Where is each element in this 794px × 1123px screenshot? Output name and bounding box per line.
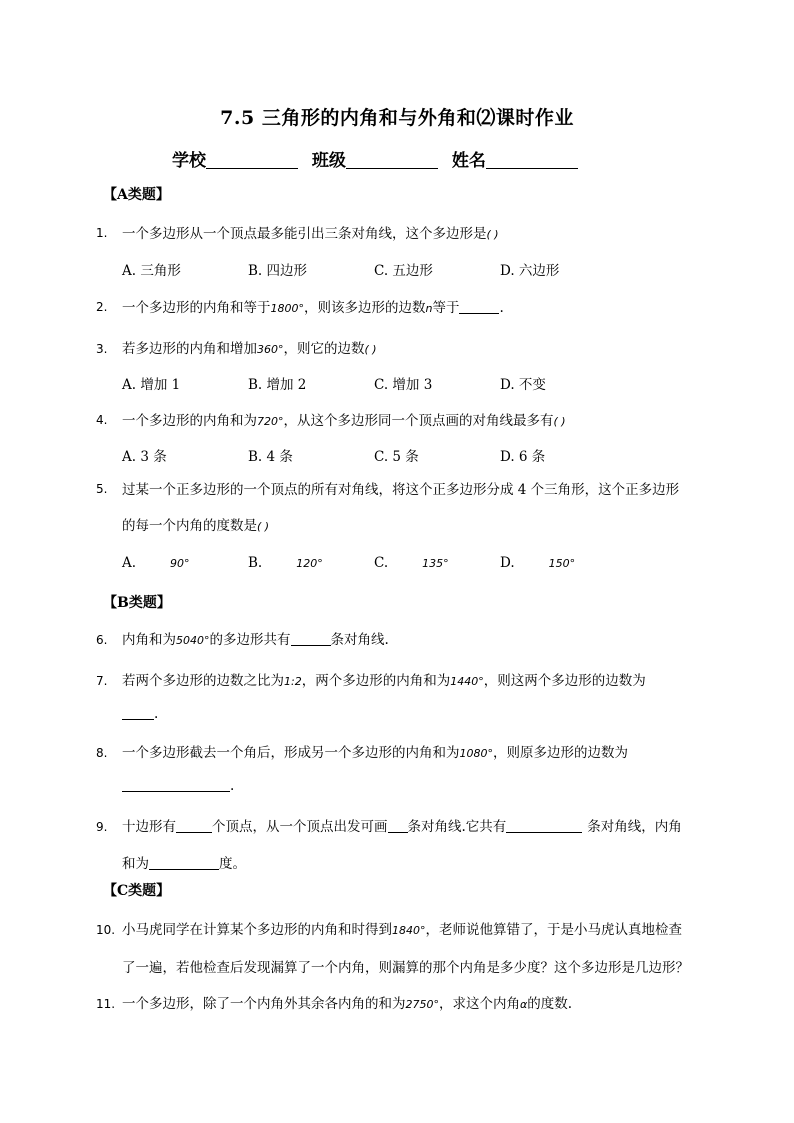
school-label: 学校 <box>172 151 206 171</box>
section-a-heading: 【A类题】 <box>103 187 170 203</box>
q3-option-b[interactable]: B. 增加 2 <box>248 377 307 393</box>
q4-angle: 720° <box>257 415 284 428</box>
q1-option-d[interactable]: D. 六边形 <box>500 263 560 279</box>
q5-option-letter: D. <box>500 555 515 571</box>
q2-part3: 等于 <box>432 300 460 316</box>
q3-part1: 若多边形的内角和增加 <box>122 341 257 357</box>
q1-option-b[interactable]: B. 四边形 <box>248 263 308 279</box>
q5-option-a[interactable] <box>122 555 190 571</box>
q5-option-b[interactable] <box>248 555 323 571</box>
q5-option-letter: B. <box>248 555 263 571</box>
question-number: 9. <box>96 820 108 834</box>
q5-option-value: 135° <box>422 557 449 570</box>
q11-angle: 2750° <box>405 998 439 1011</box>
q7-answer-blank[interactable] <box>122 707 154 720</box>
q6-answer-blank[interactable] <box>291 633 331 646</box>
q10-part1: 小马虎同学在计算某个多边形的内角和时得到 <box>122 922 392 938</box>
q8-part2: ，则原多边形的边数为 <box>493 745 628 761</box>
q3-angle: 360° <box>257 343 284 356</box>
question-number: 8. <box>96 746 108 760</box>
class-blank[interactable] <box>346 150 438 169</box>
q1-option-a[interactable]: A. 三角形 <box>122 263 181 279</box>
question-number: 1. <box>96 226 108 240</box>
q1-stem: 一个多边形从一个顶点最多能引出三条对角线，这个多边形是 <box>122 226 487 242</box>
q6-end: . <box>384 632 389 648</box>
question-number: 10. <box>96 923 116 937</box>
question-2-text <box>122 296 504 316</box>
question-1-text <box>122 222 499 242</box>
name-blank[interactable] <box>486 150 578 169</box>
q5-option-d[interactable] <box>500 555 575 571</box>
q3-option-d[interactable]: D. 不变 <box>500 377 546 393</box>
question-7-line-2 <box>122 706 158 722</box>
q7-part2: ，两个多边形的内角和为 <box>301 673 451 689</box>
q11-part1: 一个多边形，除了一个内角外其余各内角的和为 <box>122 996 406 1012</box>
q11-variable: α <box>520 998 528 1011</box>
question-11-text <box>122 992 572 1012</box>
section-b-heading: 【B类题】 <box>103 595 171 611</box>
q5-option-value: 90° <box>170 557 190 570</box>
q2-part1: 一个多边形的内角和等于 <box>122 300 271 316</box>
q6-angle: 5040° <box>176 634 210 647</box>
q11-part2: ，求这个内角 <box>439 996 520 1012</box>
q7-part1: 若两个多边形的边数之比为 <box>122 673 284 689</box>
q9-part5: 和为 <box>122 856 149 872</box>
q2-variable: n <box>425 302 433 315</box>
question-number: 2. <box>96 300 108 314</box>
q4-part1: 一个多边形的内角和为 <box>122 413 257 429</box>
question-number: 7. <box>96 674 108 688</box>
question-6-text <box>122 628 389 648</box>
q11-part3: 的度数 <box>527 996 568 1012</box>
question-3-text <box>122 337 377 357</box>
q5-option-letter: A. <box>122 555 137 571</box>
q8-end: . <box>230 778 235 794</box>
q3-part2: ，则它的边数 <box>283 341 365 357</box>
q4-paren: ( ) <box>553 415 566 428</box>
q1-option-c[interactable]: C. 五边形 <box>374 263 433 279</box>
q9-part3: 条对角线.它共有 <box>407 819 507 835</box>
question-4-text <box>122 409 566 429</box>
q4-option-b[interactable]: B. 4 条 <box>248 449 293 465</box>
q3-paren: ( ) <box>364 343 377 356</box>
q4-option-d[interactable]: D. 6 条 <box>500 449 546 465</box>
q10-angle: 1840° <box>392 924 426 937</box>
page-title: 7.5 三角形的内角和与外角和⑵课时作业 <box>220 107 574 129</box>
q2-end: . <box>499 300 504 316</box>
q5-option-value: 150° <box>548 557 576 570</box>
q11-end: . <box>567 996 573 1012</box>
q9-blank-2[interactable] <box>388 820 408 833</box>
q1-paren: ( ) <box>486 228 499 241</box>
name-label: 姓名 <box>451 151 486 171</box>
question-5-line-1: 过某一个正多边形的一个顶点的所有对角线，将这个正多边形分成 4 个三角形，这个正多边形 <box>122 482 680 498</box>
q3-option-a[interactable]: A. 增加 1 <box>122 377 181 393</box>
q6-part3: 条对角线 <box>330 632 385 648</box>
q7-ratio: 1:2 <box>284 675 302 688</box>
q9-part1: 十边形有 <box>122 819 176 835</box>
q2-part2: ，则该多边形的边数 <box>304 300 426 316</box>
q9-blank-1[interactable] <box>176 820 212 833</box>
q7-part3: ，则这两个多边形的边数为 <box>483 673 646 689</box>
q4-option-c[interactable]: C. 5 条 <box>374 449 419 465</box>
q7-angle: 1440° <box>450 675 484 688</box>
q9-part6: 度。 <box>219 856 246 872</box>
class-label: 班级 <box>311 151 346 171</box>
q6-part1: 内角和为 <box>122 632 176 648</box>
q4-part2: ，从这个多边形同一个顶点画的对角线最多有 <box>283 413 554 429</box>
q8-part1: 一个多边形截去一个角后，形成另一个多边形的内角和为 <box>122 745 460 761</box>
q5-stem: 的每一个内角的度数是 <box>122 518 257 534</box>
question-10-text <box>122 918 682 938</box>
q9-blank-4[interactable] <box>149 857 219 870</box>
q5-paren: ( ) <box>257 520 270 533</box>
q5-option-letter: C. <box>374 555 389 571</box>
question-number: 5. <box>96 482 108 496</box>
question-9-text <box>122 815 682 835</box>
q9-blank-3[interactable] <box>506 820 582 833</box>
question-7-text <box>122 669 646 689</box>
q5-option-c[interactable] <box>374 555 449 571</box>
q9-part4: 条对角线，内角 <box>587 819 682 835</box>
q10-part2: ，老师说他算错了，于是小马虎认真地检查 <box>425 922 682 938</box>
q2-angle: 1800° <box>270 302 304 315</box>
question-8-text <box>122 741 628 761</box>
question-10-line-2: 了一遍，若他检查后发现漏算了一个内角，则漏算的那个内角是多少度？这个多边形是几边形？ <box>122 960 689 976</box>
question-number: 4. <box>96 413 108 427</box>
question-9-line-2 <box>122 852 246 872</box>
q8-angle: 1080° <box>459 747 493 760</box>
q4-option-a[interactable]: A. 3 条 <box>122 449 167 465</box>
q6-part2: 的多边形共有 <box>209 632 291 648</box>
question-5-line-2 <box>122 514 269 534</box>
question-number: 11. <box>96 997 116 1011</box>
question-8-line-2 <box>122 778 234 794</box>
q9-part2: 个顶点，从一个顶点出发可画 <box>212 819 388 835</box>
q2-answer-blank[interactable] <box>459 301 499 314</box>
q8-answer-blank[interactable] <box>122 779 230 792</box>
student-info-line <box>172 146 586 171</box>
section-c-heading: 【C类题】 <box>103 883 171 899</box>
q3-option-c[interactable]: C. 增加 3 <box>374 377 433 393</box>
question-number: 6. <box>96 633 108 647</box>
question-number: 3. <box>96 342 108 356</box>
school-blank[interactable] <box>206 150 298 169</box>
q7-end: . <box>154 706 159 722</box>
q5-option-value: 120° <box>296 557 323 570</box>
